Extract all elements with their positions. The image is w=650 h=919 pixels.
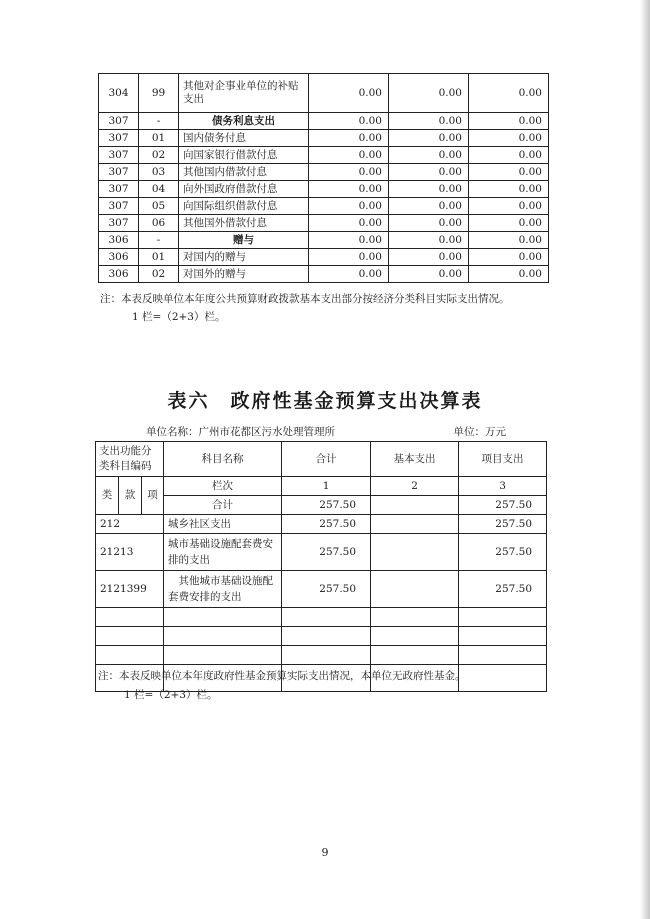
- basic-value: [371, 571, 459, 608]
- function-code: 212: [96, 515, 164, 534]
- basic-value: 0.00: [389, 113, 469, 130]
- item-code: 04: [139, 181, 179, 198]
- basic-value: [371, 534, 459, 571]
- project-value: 257.50: [459, 515, 547, 534]
- table6-sum-row: [96, 496, 547, 515]
- class-code: 307: [99, 198, 139, 215]
- class-code: 307: [99, 164, 139, 181]
- table5-body: [99, 74, 549, 283]
- project-value: 0.00: [469, 215, 549, 232]
- basic-value: 0.00: [389, 232, 469, 249]
- total-value: 0.00: [309, 181, 389, 198]
- subject-name: 债务利息支出: [179, 113, 309, 130]
- project-value: 0.00: [469, 232, 549, 249]
- total-value: 0.00: [309, 164, 389, 181]
- subject-name: 其他城市基础设施配套费安排的支出: [164, 571, 282, 608]
- table5-row: [99, 164, 549, 181]
- empty-cell: [164, 627, 282, 646]
- basic-value: 0.00: [389, 249, 469, 266]
- class-code: 307: [99, 215, 139, 232]
- project-value: 0.00: [469, 181, 549, 198]
- header-lei: 类: [96, 477, 119, 515]
- class-code: 307: [99, 113, 139, 130]
- table5-row: [99, 215, 549, 232]
- sum-basic: [371, 496, 459, 515]
- project-value: 0.00: [469, 74, 549, 113]
- basic-value: [371, 515, 459, 534]
- total-value: 0.00: [309, 232, 389, 249]
- table5-row: [99, 249, 549, 266]
- basic-value: 0.00: [389, 130, 469, 147]
- table5-formula-note: 1 栏=（2+3）栏。: [132, 311, 226, 323]
- economic-classification-table: [98, 73, 549, 283]
- header-total: 合计: [282, 442, 371, 477]
- subject-name: 其他国外借款付息: [179, 215, 309, 232]
- item-code: 99: [139, 74, 179, 113]
- item-code: 01: [139, 249, 179, 266]
- sum-label: 合计: [164, 496, 282, 515]
- header-project: 项目支出: [459, 442, 547, 477]
- header-xiang: 项: [142, 477, 164, 515]
- class-code: 307: [99, 147, 139, 164]
- table5-row: [99, 130, 549, 147]
- unit-name: 单位名称：广州市花都区污水处理管理所: [146, 426, 335, 438]
- empty-cell: [164, 646, 282, 665]
- total-value: 257.50: [282, 571, 371, 608]
- subject-name: 城市基础设施配套费安排的支出: [164, 534, 282, 571]
- subject-name: 向外国政府借款付息: [179, 181, 309, 198]
- table6-empty-row: [96, 608, 547, 627]
- basic-value: 0.00: [389, 164, 469, 181]
- table6-title: 表六 政府性基金预算支出决算表: [167, 390, 483, 412]
- item-code: 05: [139, 198, 179, 215]
- empty-cell: [371, 627, 459, 646]
- class-code: 307: [99, 181, 139, 198]
- item-code: 01: [139, 130, 179, 147]
- subject-name: 城乡社区支出: [164, 515, 282, 534]
- basic-value: 0.00: [389, 74, 469, 113]
- subject-name: 国内债务付息: [179, 130, 309, 147]
- item-code: 02: [139, 147, 179, 164]
- government-fund-expenditure-table: [95, 441, 547, 692]
- function-code: 2121399: [96, 571, 164, 608]
- table5-row: [99, 74, 549, 113]
- column-number-2: 2: [371, 477, 459, 496]
- empty-cell: [282, 646, 371, 665]
- class-code: 307: [99, 130, 139, 147]
- basic-value: 0.00: [389, 198, 469, 215]
- unit-measure: 单位：万元: [453, 426, 506, 438]
- header-code-group: 支出功能分类科目编码: [96, 442, 164, 477]
- total-value: 0.00: [309, 74, 389, 113]
- empty-cell: [459, 646, 547, 665]
- item-code: -: [139, 113, 179, 130]
- class-code: 304: [99, 74, 139, 113]
- header-basic: 基本支出: [371, 442, 459, 477]
- total-value: 0.00: [309, 215, 389, 232]
- table5-note: 注：本表反映单位本年度公共预算财政拨款基本支出部分按经济分类科目实际支出情况。: [100, 293, 510, 305]
- project-value: 0.00: [469, 130, 549, 147]
- basic-value: 0.00: [389, 147, 469, 164]
- project-value: 0.00: [469, 198, 549, 215]
- table5-row: [99, 232, 549, 249]
- table6-formula-note: 1 栏=（2+3）栏。: [124, 689, 218, 701]
- class-code: 306: [99, 249, 139, 266]
- empty-cell: [459, 665, 547, 692]
- project-value: 0.00: [469, 147, 549, 164]
- page-number: 9: [321, 846, 329, 859]
- subject-name: 向国家银行借款付息: [179, 147, 309, 164]
- table6-header-row: [96, 442, 547, 477]
- subject-name: 对国外的赠与: [179, 266, 309, 283]
- subject-name: 赠与: [179, 232, 309, 249]
- total-value: 0.00: [309, 198, 389, 215]
- table6-row: [96, 571, 547, 608]
- subject-name: 其他国内借款付息: [179, 164, 309, 181]
- table6-unit-line: [96, 424, 546, 440]
- sum-project: 257.50: [459, 496, 547, 515]
- empty-cell: [459, 627, 547, 646]
- column-number-1: 1: [282, 477, 371, 496]
- scan-page-edge: [640, 0, 650, 919]
- total-value: 257.50: [282, 534, 371, 571]
- project-value: 0.00: [469, 266, 549, 283]
- empty-cell: [282, 627, 371, 646]
- sum-total: 257.50: [282, 496, 371, 515]
- item-code: 02: [139, 266, 179, 283]
- header-subject-name: 科目名称: [164, 442, 282, 477]
- table6-note: 注：本表反映单位本年度政府性基金预算实际支出情况，本单位无政府性基金。: [98, 670, 466, 682]
- table6-body: [96, 442, 547, 692]
- project-value: 0.00: [469, 113, 549, 130]
- table5-row: [99, 266, 549, 283]
- empty-cell: [164, 608, 282, 627]
- subject-name: 向国际组织借款付息: [179, 198, 309, 215]
- total-value: 0.00: [309, 266, 389, 283]
- total-value: 0.00: [309, 147, 389, 164]
- total-value: 0.00: [309, 113, 389, 130]
- table6-column-number-row: [96, 477, 547, 496]
- item-code: -: [139, 232, 179, 249]
- table6-empty-row: [96, 627, 547, 646]
- project-value: 0.00: [469, 249, 549, 266]
- project-value: 257.50: [459, 571, 547, 608]
- table6-row: [96, 515, 547, 534]
- table5-row: [99, 113, 549, 130]
- table5-row: [99, 198, 549, 215]
- empty-cell: [96, 608, 164, 627]
- empty-cell: [459, 608, 547, 627]
- class-code: 306: [99, 266, 139, 283]
- table6-row: [96, 534, 547, 571]
- empty-cell: [282, 608, 371, 627]
- table6-empty-row: [96, 646, 547, 665]
- header-kuan: 款: [119, 477, 142, 515]
- basic-value: 0.00: [389, 266, 469, 283]
- class-code: 306: [99, 232, 139, 249]
- table5-row: [99, 181, 549, 198]
- column-number-3: 3: [459, 477, 547, 496]
- empty-cell: [96, 646, 164, 665]
- project-value: 0.00: [469, 164, 549, 181]
- subject-name: 对国内的赠与: [179, 249, 309, 266]
- empty-cell: [371, 608, 459, 627]
- total-value: 0.00: [309, 249, 389, 266]
- empty-cell: [371, 646, 459, 665]
- basic-value: 0.00: [389, 181, 469, 198]
- empty-cell: [96, 627, 164, 646]
- function-code: 21213: [96, 534, 164, 571]
- column-label: 栏次: [164, 477, 282, 496]
- total-value: 257.50: [282, 515, 371, 534]
- project-value: 257.50: [459, 534, 547, 571]
- basic-value: 0.00: [389, 215, 469, 232]
- item-code: 06: [139, 215, 179, 232]
- subject-name: 其他对企事业单位的补贴支出: [179, 74, 309, 113]
- item-code: 03: [139, 164, 179, 181]
- table5-row: [99, 147, 549, 164]
- total-value: 0.00: [309, 130, 389, 147]
